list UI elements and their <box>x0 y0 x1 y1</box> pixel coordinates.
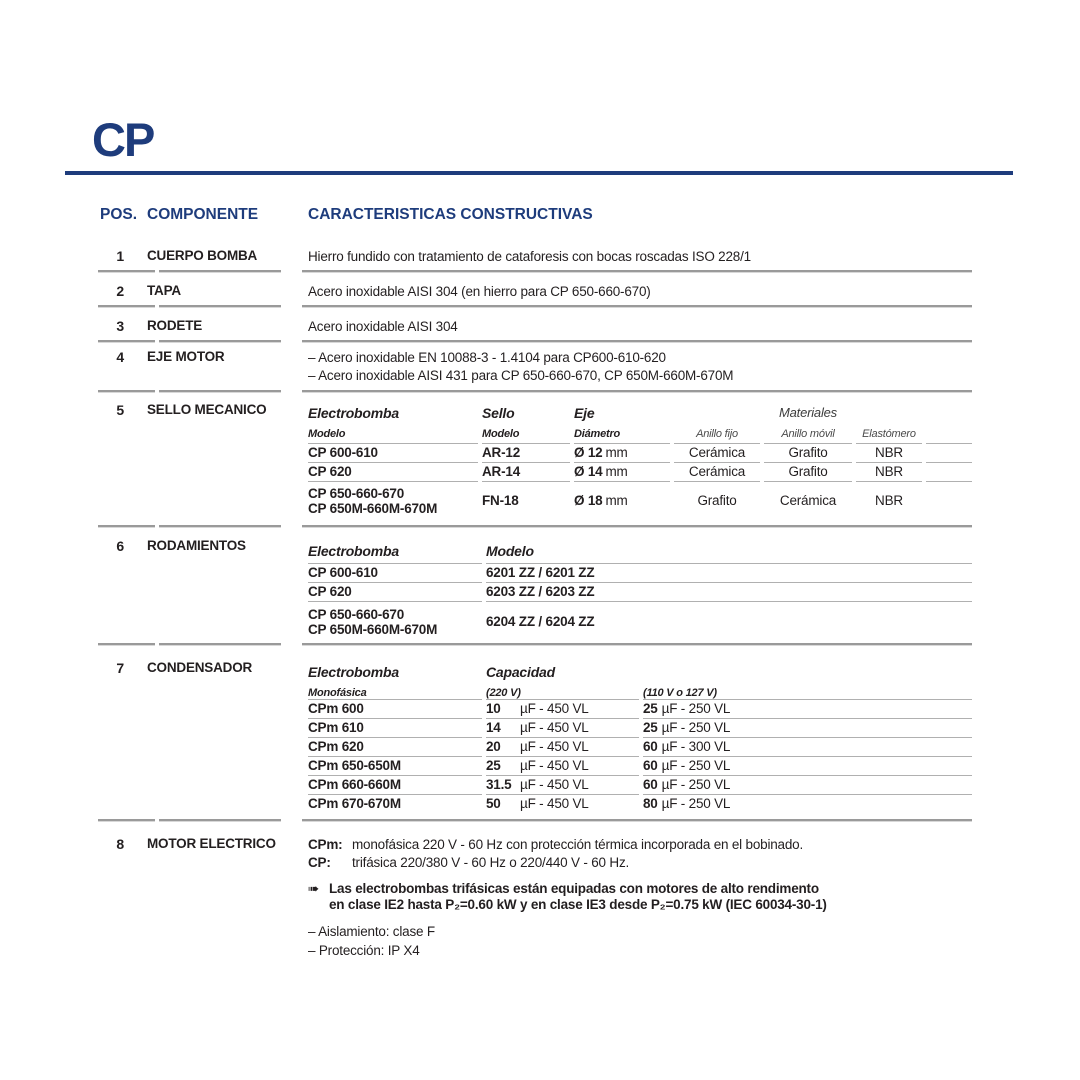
bearing-cell: 6201 ZZ / 6201 ZZ <box>486 565 595 580</box>
table-row-rodete <box>100 318 972 336</box>
capacity-110-cell: 60 µF - 250 VL <box>643 758 731 773</box>
model-cell: CPm 610 <box>308 720 364 735</box>
sello-header-row-2 <box>308 424 972 443</box>
pos-number: 4 <box>116 349 124 365</box>
condensador-subtable <box>308 660 972 813</box>
anillo-movil-cell: Cerámica <box>779 493 837 508</box>
subheader-anillo-movil: Anillo móvil <box>781 427 835 440</box>
row-separator <box>98 340 972 343</box>
component-name: RODAMIENTOS <box>147 538 246 553</box>
subheader-electrobomba: Electrobomba <box>308 405 399 421</box>
column-header-caracteristicas: CARACTERISTICAS CONSTRUCTIVAS <box>308 206 593 223</box>
pos-number: 7 <box>116 660 124 676</box>
capacity-110-cell: 60 µF - 300 VL <box>643 739 731 754</box>
model-cell: CPm 600 <box>308 701 364 716</box>
model-cell: CP 600-610 <box>308 565 378 580</box>
condensador-data-row <box>308 757 972 775</box>
elastomero-cell: NBR <box>875 493 903 508</box>
column-header-pos: POS. <box>100 206 138 223</box>
condensador-data-row <box>308 700 972 718</box>
subheader-220v: (220 V) <box>486 687 521 699</box>
diameter-cell: Ø 12 mm <box>574 445 628 460</box>
table-row-condensador <box>100 660 972 813</box>
rodamientos-data-row <box>308 564 972 582</box>
model-cell: CPm 660-660M <box>308 777 401 792</box>
elastomero-cell: NBR <box>875 464 903 479</box>
pos-number: 8 <box>116 836 124 852</box>
note-line: en clase IE2 hasta P₂=0.60 kW y en clase IE3 desde P₂=0.75 kW (IEC 60034-30-1) <box>329 897 827 912</box>
sello-subtable <box>308 402 972 520</box>
subheader-modelo: Modelo <box>482 427 520 440</box>
subtable-line <box>308 481 972 482</box>
capacity-220-cell: 31.5 µF - 450 VL <box>486 777 589 792</box>
row-separator <box>98 305 972 308</box>
row-description: Hierro fundido con tratamiento de cataforesis con bocas roscadas ISO 228/1 <box>308 249 751 264</box>
condensador-header-row-2 <box>308 684 972 699</box>
component-name: SELLO MECANICO <box>147 402 267 417</box>
anillo-movil-cell: Grafito <box>788 445 828 460</box>
description-line: – Acero inoxidable EN 10088-3 - 1.4104 para CP600-610-620 <box>308 350 666 365</box>
capacity-220-cell: 50 µF - 450 VL <box>486 796 589 811</box>
component-name: CUERPO BOMBA <box>147 248 258 263</box>
page-title: CP <box>92 113 154 166</box>
efficiency-note <box>308 881 972 913</box>
condensador-data-row <box>308 738 972 756</box>
capacity-220-cell: 10 µF - 450 VL <box>486 701 589 716</box>
table-row-motor-electrico <box>100 836 972 959</box>
model-cell: CPm 620 <box>308 739 364 754</box>
subheader-110v: (110 V o 127 V) <box>643 687 717 699</box>
subheader-eje: Eje <box>574 405 595 421</box>
table-row-cuerpo-bomba <box>100 248 972 266</box>
condensador-data-row <box>308 776 972 794</box>
subheader-elastomero: Elastómero <box>862 427 916 440</box>
subheader-modelo: Modelo <box>308 427 346 440</box>
column-header-componente: COMPONENTE <box>147 206 259 223</box>
capacity-110-cell: 25 µF - 250 VL <box>643 701 731 716</box>
cpm-spec-line <box>308 836 972 854</box>
model-cell: CP 600-610 <box>308 445 378 460</box>
rodamientos-subtable <box>308 538 972 642</box>
component-name: CONDENSADOR <box>147 660 253 675</box>
capacity-110-cell: 60 µF - 250 VL <box>643 777 731 792</box>
subheader-materiales: Materiales <box>779 405 837 420</box>
subtable-line <box>308 601 972 602</box>
pos-number: 5 <box>116 402 124 418</box>
table-row-sello-mecanico <box>100 402 972 520</box>
description-line: – Acero inoxidable AISI 431 para CP 650-660-670, CP 650M-660M-670M <box>308 368 734 383</box>
condensador-data-row <box>308 719 972 737</box>
row-separator <box>98 525 972 528</box>
rodamientos-header-row <box>308 538 972 563</box>
row-separator <box>98 643 972 646</box>
model-cell: CP 650-660-670 CP 650M-660M-670M <box>308 486 438 516</box>
diameter-cell: Ø 18 mm <box>574 493 628 508</box>
sello-data-row <box>308 482 972 520</box>
rodamientos-data-row <box>308 583 972 601</box>
sello-data-row <box>308 444 972 462</box>
sello-model-cell: AR-14 <box>482 464 521 479</box>
component-name: TAPA <box>147 283 181 298</box>
cp-label: CP: <box>308 855 331 870</box>
capacity-220-cell: 20 µF - 450 VL <box>486 739 589 754</box>
table-row-eje-motor <box>100 349 972 385</box>
pos-number: 3 <box>116 318 124 334</box>
model-cell: CP 620 <box>308 584 352 599</box>
component-name: MOTOR ELECTRICO <box>147 836 276 851</box>
sello-model-cell: AR-12 <box>482 445 521 460</box>
subheader-diametro: Diámetro <box>574 427 621 440</box>
subheader-capacidad: Capacidad <box>486 664 555 680</box>
proteccion-line: – Protección: IP X4 <box>308 943 420 958</box>
anillo-fijo-cell: Cerámica <box>688 445 746 460</box>
cpm-label: CPm: <box>308 837 343 852</box>
subheader-modelo: Modelo <box>486 542 534 559</box>
capacity-220-cell: 25 µF - 450 VL <box>486 758 589 773</box>
bearing-cell: 6203 ZZ / 6203 ZZ <box>486 584 595 599</box>
anillo-fijo-cell: Grafito <box>697 493 737 508</box>
elastomero-cell: NBR <box>875 445 903 460</box>
row-separator <box>98 270 972 273</box>
subheader-anillo-fijo: Anillo fijo <box>696 427 738 440</box>
table-row-tapa <box>100 283 972 301</box>
capacity-220-cell: 14 µF - 450 VL <box>486 720 589 735</box>
subheader-electrobomba: Electrobomba <box>308 542 399 559</box>
table-header <box>100 206 972 226</box>
row-description <box>308 349 972 385</box>
subheader-monofasica: Monofásica <box>308 687 367 699</box>
pos-number: 1 <box>116 248 124 264</box>
condensador-header-row-1 <box>308 660 972 684</box>
model-cell: CPm 650-650M <box>308 758 401 773</box>
component-name: EJE MOTOR <box>147 349 225 364</box>
sello-header-row-1 <box>308 402 972 424</box>
diameter-cell: Ø 14 mm <box>574 464 628 479</box>
model-cell: CP 620 <box>308 464 352 479</box>
arrow-icon: ➠ <box>308 881 320 896</box>
subheader-sello: Sello <box>482 405 515 421</box>
table-row-rodamientos <box>100 538 972 642</box>
subheader-electrobomba: Electrobomba <box>308 664 399 680</box>
rodamientos-data-row <box>308 602 972 642</box>
condensador-data-row <box>308 795 972 813</box>
pos-number: 6 <box>116 538 124 554</box>
cp-spec-line <box>308 854 972 872</box>
cp-text: trifásica 220/380 V - 60 Hz o 220/440 V - 60 Hz. <box>352 855 630 870</box>
component-name: RODETE <box>147 318 203 333</box>
bearing-cell: 6204 ZZ / 6204 ZZ <box>486 614 595 629</box>
capacity-110-cell: 25 µF - 250 VL <box>643 720 731 735</box>
anillo-movil-cell: Grafito <box>788 464 828 479</box>
model-cell: CP 650-660-670 CP 650M-660M-670M <box>308 607 438 637</box>
sello-data-row <box>308 463 972 481</box>
row-separator <box>98 390 972 393</box>
motor-description <box>308 836 972 959</box>
cpm-text: monofásica 220 V - 60 Hz con protección térmica incorporada en el bobinado. <box>352 837 804 852</box>
note-line: Las electrobombas trifásicas están equipadas con motores de alto rendimento <box>329 881 819 896</box>
row-description: Acero inoxidable AISI 304 (en hierro para CP 650-660-670) <box>308 284 651 299</box>
pos-number: 2 <box>116 283 124 299</box>
title-rule <box>65 171 1013 175</box>
anillo-fijo-cell: Cerámica <box>688 464 746 479</box>
sello-model-cell: FN-18 <box>482 493 519 508</box>
row-description: Acero inoxidable AISI 304 <box>308 319 458 334</box>
model-cell: CPm 670-670M <box>308 796 401 811</box>
aislamiento-line: – Aislamiento: clase F <box>308 924 435 939</box>
row-separator <box>98 819 972 822</box>
capacity-110-cell: 80 µF - 250 VL <box>643 796 731 811</box>
